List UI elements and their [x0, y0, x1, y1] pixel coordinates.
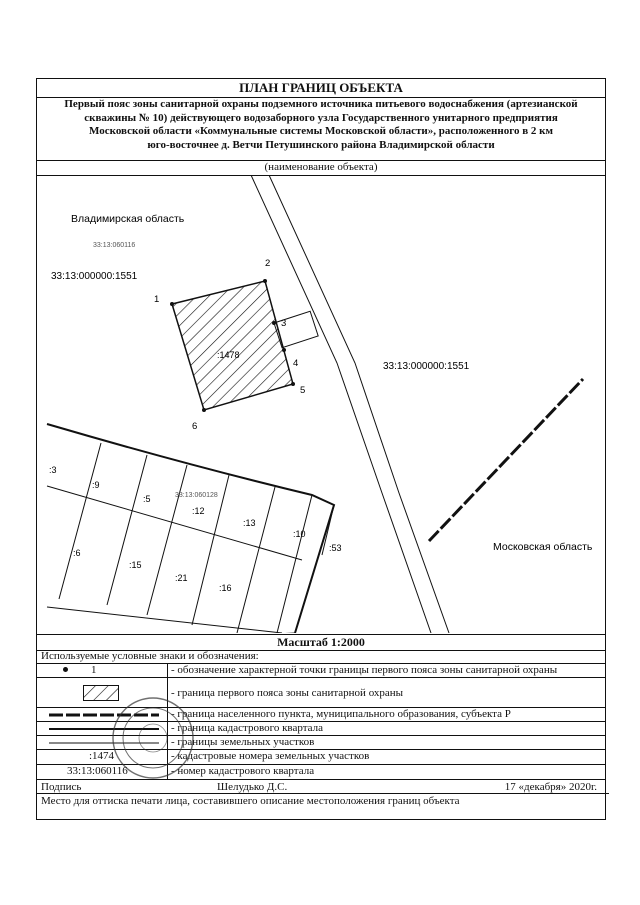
quarter-label: 33:13:060116: [93, 242, 136, 249]
signer-name: Шелудько Д.С.: [217, 781, 288, 793]
legend-text: - границы земельных участков: [171, 736, 315, 748]
plan-title: ПЛАН ГРАНИЦ ОБЪЕКТА: [37, 79, 605, 98]
protection-zone-polygon: [172, 281, 293, 410]
parcel-boundaries-lower: [47, 607, 282, 633]
point-label: 4: [293, 358, 299, 369]
parcel-boundaries: [47, 443, 334, 633]
description-line: Московской области «Коммунальные системы Московской области», расположенного в 2 км: [89, 125, 553, 137]
point-label: 6: [192, 421, 198, 432]
legend-text: - обозначение характерной точки границы первого пояса зоны санитарной охраны: [171, 664, 558, 676]
cadastral-label: 33:13:000000:1551: [51, 271, 138, 282]
parcel-label: :10: [293, 529, 306, 539]
point-marker: [291, 382, 295, 386]
parcel-label: :15: [129, 560, 142, 570]
legend-text: - кадастровые номера земельных участков: [171, 750, 370, 762]
parcel-label: :13: [243, 518, 256, 528]
point-dot-icon: [63, 667, 68, 672]
description-line: скважины № 10) действующего водозаборного узла Государственного унитарного предприятия: [84, 111, 558, 124]
legend-text: - граница первого пояса зоны санитарной охраны: [171, 687, 404, 699]
seal-stamp-icon: [110, 695, 196, 781]
legend-symbol: 1: [91, 664, 97, 676]
region-boundary: [429, 379, 583, 541]
quarter-label: 33:13:060128: [175, 492, 218, 499]
legend-symbol: 33:13:060116: [67, 765, 128, 777]
parcel-label: :16: [219, 583, 232, 593]
point-label: 3: [281, 318, 287, 329]
legend-title: Используемые условные знаки и обозначения:: [41, 650, 259, 662]
legend-text: - граница кадастрового квартала: [171, 722, 323, 734]
point-marker: [282, 348, 286, 352]
parcel-block-outline: [47, 424, 334, 633]
parcel-label: :6: [73, 548, 81, 558]
point-marker: [170, 302, 174, 306]
point-label: 5: [300, 385, 306, 396]
point-label: 2: [265, 258, 271, 269]
cadastral-label: 33:13:000000:1551: [383, 361, 470, 372]
parcel-label: :3: [49, 465, 57, 475]
object-description: [41, 98, 601, 152]
parcel-label: :5: [143, 494, 151, 504]
object-name-caption: (наименование объекта): [264, 161, 378, 173]
parcel-label: :12: [192, 506, 205, 516]
signature-label: Подпись: [41, 781, 82, 793]
point-marker: [272, 321, 276, 325]
road-edge-left: [251, 175, 431, 633]
object-parcel-label: :1478: [217, 350, 240, 360]
stamp-place-row: Место для оттиска печати лица, составившего описание местоположения границ объекта: [37, 793, 609, 808]
point-label: 1: [154, 294, 160, 305]
point-marker: [202, 408, 206, 412]
parcel-label: :9: [92, 480, 100, 490]
description-line: Первый пояс зоны санитарной охраны подземного источника питьевого водоснабжения (артезианской: [64, 98, 578, 110]
point-marker: [263, 279, 267, 283]
legend-text: - граница населенного пункта, муниципального образования, субъекта Р: [171, 708, 511, 720]
legend-symbol: :1474: [89, 750, 115, 762]
description-line: юго-восточнее д. Ветчи Петушинского района Владимирской области: [147, 138, 495, 151]
parcel-label: :21: [175, 573, 188, 583]
signature-date: 17 «декабря» 2020г.: [504, 781, 597, 793]
map-scale: Масштаб 1:2000: [37, 634, 605, 651]
legend-text: - номер кадастрового квартала: [171, 765, 315, 777]
region-label-moscow: Московская область: [493, 541, 593, 553]
parcel-label: :53: [329, 543, 342, 553]
road-edge-right: [269, 175, 449, 633]
map-drawing: [37, 175, 604, 633]
signature-row: [37, 779, 605, 794]
region-label-vladimir: Владимирская область: [71, 213, 185, 225]
legend-row: [37, 663, 605, 678]
